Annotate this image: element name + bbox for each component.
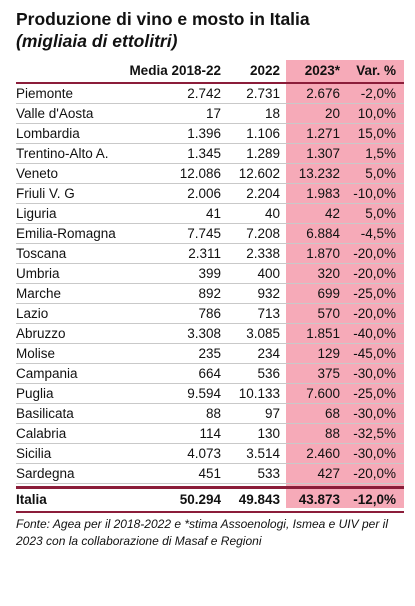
cell-var: 10,0% xyxy=(357,106,396,121)
cell-var: -20,0% xyxy=(353,466,396,481)
cell-var: -30,0% xyxy=(353,446,396,461)
cell-avg: 664 xyxy=(198,366,221,381)
cell-region: Molise xyxy=(16,346,56,361)
cell-y2023: 6.884 xyxy=(306,226,340,241)
table-row xyxy=(16,324,404,344)
header-var: Var. % xyxy=(356,63,396,78)
cell-y2022: 40 xyxy=(264,206,280,221)
cell-region: Abruzzo xyxy=(16,326,66,341)
cell-avg: 41 xyxy=(205,206,221,221)
table-row xyxy=(16,264,404,284)
chart-title: Produzione di vino e mosto in Italia xyxy=(16,9,310,29)
cell-y2022: 1.106 xyxy=(246,126,280,141)
table-row xyxy=(16,164,404,184)
bottom-rule xyxy=(16,511,404,513)
cell-y2022: 2.204 xyxy=(246,186,280,201)
header-row xyxy=(16,60,404,82)
cell-var: -40,0% xyxy=(353,326,396,341)
cell-region: Puglia xyxy=(16,386,54,401)
cell-y2022: 533 xyxy=(257,466,280,481)
table-row xyxy=(16,104,404,124)
cell-region: Sicilia xyxy=(16,446,52,461)
table-body xyxy=(16,84,404,484)
table-row xyxy=(16,224,404,244)
cell-y2023: 88 xyxy=(324,426,340,441)
cell-y2023: 1.851 xyxy=(306,326,340,341)
cell-y2023: 375 xyxy=(317,366,340,381)
table-row xyxy=(16,124,404,144)
cell-avg: 2.006 xyxy=(187,186,221,201)
cell-y2022: 713 xyxy=(257,306,280,321)
total-2022: 49.843 xyxy=(238,492,280,507)
cell-y2022: 12.602 xyxy=(238,166,280,181)
cell-region: Campania xyxy=(16,366,78,381)
table-row xyxy=(16,204,404,224)
cell-region: Friuli V. G xyxy=(16,186,75,201)
cell-region: Lombardia xyxy=(16,126,80,141)
cell-avg: 12.086 xyxy=(179,166,221,181)
cell-y2023: 42 xyxy=(324,206,340,221)
cell-region: Calabria xyxy=(16,426,67,441)
table-row xyxy=(16,464,404,484)
table-row xyxy=(16,384,404,404)
cell-y2022: 2.731 xyxy=(246,86,280,101)
cell-region: Emilia-Romagna xyxy=(16,226,116,241)
cell-y2022: 10.133 xyxy=(238,386,280,401)
cell-y2023: 1.870 xyxy=(306,246,340,261)
cell-y2023: 1.271 xyxy=(306,126,340,141)
cell-region: Marche xyxy=(16,286,62,301)
cell-y2023: 20 xyxy=(324,106,340,121)
cell-var: -45,0% xyxy=(353,346,396,361)
cell-var: 1,5% xyxy=(365,146,396,161)
cell-y2022: 97 xyxy=(264,406,280,421)
total-2023: 43.873 xyxy=(298,492,340,507)
cell-y2022: 3.085 xyxy=(246,326,280,341)
data-table xyxy=(16,60,404,513)
cell-region: Liguria xyxy=(16,206,57,221)
table-row xyxy=(16,184,404,204)
table-row xyxy=(16,304,404,324)
cell-y2023: 1.983 xyxy=(306,186,340,201)
cell-y2022: 3.514 xyxy=(246,446,280,461)
cell-avg: 88 xyxy=(205,406,221,421)
cell-y2022: 130 xyxy=(257,426,280,441)
cell-avg: 786 xyxy=(198,306,221,321)
cell-avg: 9.594 xyxy=(187,386,221,401)
cell-var: 15,0% xyxy=(357,126,396,141)
cell-avg: 892 xyxy=(198,286,221,301)
cell-region: Basilicata xyxy=(16,406,74,421)
cell-y2022: 536 xyxy=(257,366,280,381)
header-2022: 2022 xyxy=(249,63,280,78)
table-row xyxy=(16,424,404,444)
cell-avg: 451 xyxy=(198,466,221,481)
cell-var: -20,0% xyxy=(353,246,396,261)
cell-var: -25,0% xyxy=(353,386,396,401)
cell-region: Lazio xyxy=(16,306,49,321)
cell-y2023: 699 xyxy=(317,286,340,301)
cell-y2023: 68 xyxy=(324,406,340,421)
cell-var: -4,5% xyxy=(360,226,396,241)
cell-var: -20,0% xyxy=(353,306,396,321)
cell-y2023: 427 xyxy=(317,466,340,481)
total-var: -12,0% xyxy=(353,492,396,507)
cell-y2023: 129 xyxy=(317,346,340,361)
cell-y2022: 932 xyxy=(257,286,280,301)
cell-var: -25,0% xyxy=(353,286,396,301)
cell-region: Piemonte xyxy=(16,86,74,101)
cell-avg: 1.345 xyxy=(187,146,221,161)
chart-subtitle: (migliaia di ettolitri) xyxy=(16,31,178,51)
cell-y2023: 2.460 xyxy=(306,446,340,461)
cell-var: -30,0% xyxy=(353,406,396,421)
cell-var: -10,0% xyxy=(353,186,396,201)
cell-region: Sardegna xyxy=(16,466,75,481)
table-row xyxy=(16,284,404,304)
table-row xyxy=(16,444,404,464)
source-note: Fonte: Agea per il 2018-2022 e *stima Assoenologi, Ismea e UIV per il 2023 con la collaborazione di Masaf e Regioni xyxy=(16,517,388,548)
cell-y2023: 13.232 xyxy=(298,166,340,181)
total-avg: 50.294 xyxy=(179,492,221,507)
cell-avg: 114 xyxy=(199,426,221,441)
cell-var: -32,5% xyxy=(353,426,396,441)
cell-avg: 1.396 xyxy=(187,126,221,141)
cell-var: -20,0% xyxy=(353,266,396,281)
header-avg: Media 2018-22 xyxy=(129,63,221,78)
cell-avg: 17 xyxy=(205,106,221,121)
cell-y2022: 234 xyxy=(257,346,280,361)
table-row xyxy=(16,344,404,364)
cell-avg: 2.742 xyxy=(187,86,221,101)
cell-var: -2,0% xyxy=(360,86,396,101)
cell-y2023: 570 xyxy=(317,306,340,321)
total-row xyxy=(16,489,404,511)
cell-region: Trentino-Alto A. xyxy=(16,146,109,161)
cell-y2022: 400 xyxy=(257,266,280,281)
cell-var: -30,0% xyxy=(353,366,396,381)
cell-y2022: 7.208 xyxy=(246,226,280,241)
cell-avg: 3.308 xyxy=(187,326,221,341)
cell-avg: 235 xyxy=(198,346,221,361)
cell-y2022: 1.289 xyxy=(246,146,280,161)
cell-y2022: 2.338 xyxy=(246,246,280,261)
table-row xyxy=(16,84,404,104)
cell-avg: 4.073 xyxy=(187,446,221,461)
cell-y2022: 18 xyxy=(264,106,280,121)
cell-y2023: 320 xyxy=(317,266,340,281)
cell-var: 5,0% xyxy=(365,206,396,221)
table-row xyxy=(16,244,404,264)
cell-region: Valle d'Aosta xyxy=(16,106,94,121)
cell-region: Veneto xyxy=(16,166,59,181)
cell-region: Umbria xyxy=(16,266,60,281)
cell-avg: 7.745 xyxy=(187,226,221,241)
cell-y2023: 1.307 xyxy=(306,146,340,161)
cell-var: 5,0% xyxy=(365,166,396,181)
table-row xyxy=(16,364,404,384)
table-row xyxy=(16,144,404,164)
header-2023: 2023* xyxy=(304,63,340,78)
cell-y2023: 2.676 xyxy=(306,86,340,101)
cell-y2023: 7.600 xyxy=(306,386,340,401)
total-region: Italia xyxy=(16,492,47,507)
table-row xyxy=(16,404,404,424)
cell-region: Toscana xyxy=(16,246,67,261)
cell-avg: 399 xyxy=(198,266,221,281)
cell-avg: 2.311 xyxy=(188,246,221,261)
